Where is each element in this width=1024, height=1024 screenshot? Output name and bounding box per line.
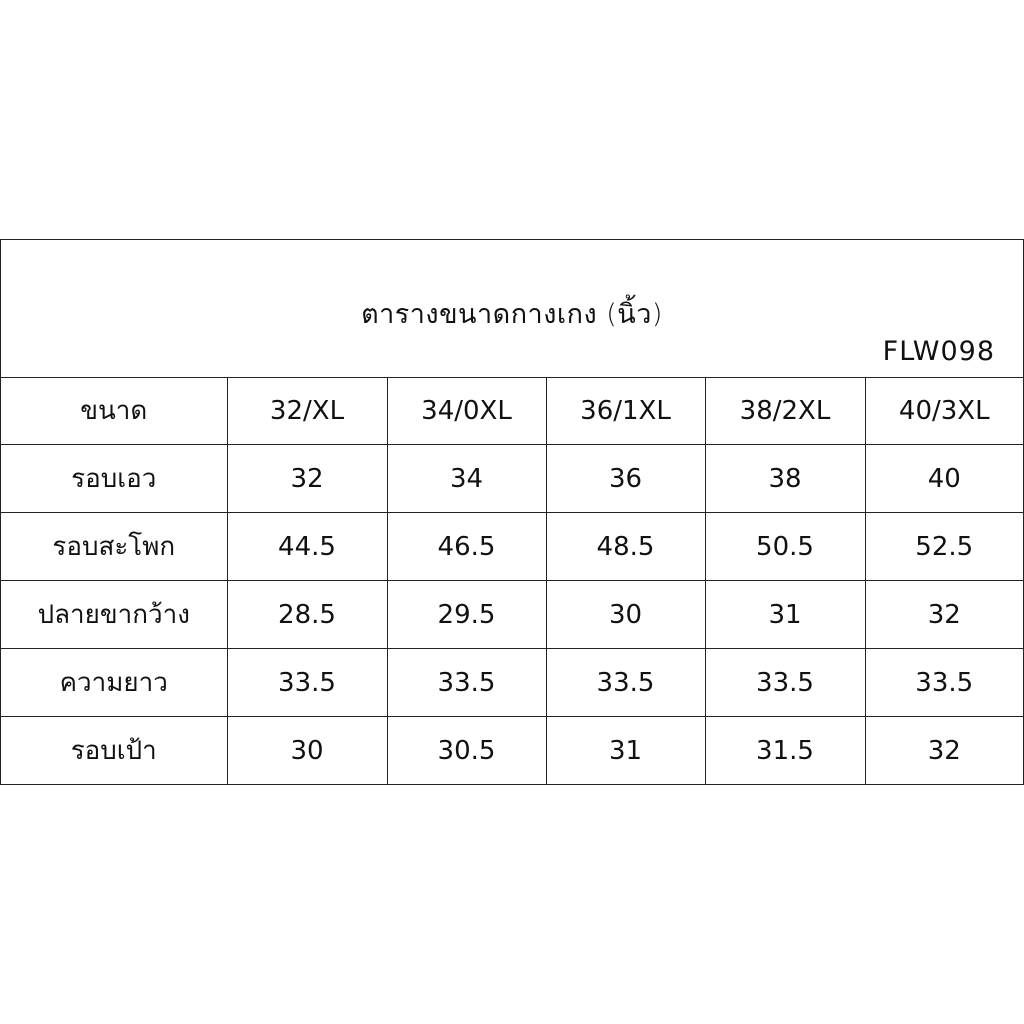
table-cell: 48.5 [546,513,705,581]
table-cell: 28.5 [227,581,387,649]
table-cell: 50.5 [705,513,865,581]
table-row [1,717,1023,785]
table-row [1,513,1023,581]
row-label: รอบเป้า [1,717,227,785]
row-label: รอบสะโพก [1,513,227,581]
table-row [1,445,1023,513]
size-header: 34/0XL [387,377,546,445]
header-row [1,377,1023,445]
table-cell: 33.5 [387,649,546,717]
product-code: FLW098 [882,336,995,367]
table-cell: 31 [546,717,705,785]
table-cell: 31.5 [705,717,865,785]
table-cell: 36 [546,445,705,513]
size-header: 38/2XL [705,377,865,445]
size-header: 36/1XL [546,377,705,445]
table-cell: 31 [705,581,865,649]
table-row [1,581,1023,649]
size-header: 32/XL [227,377,387,445]
row-label: ปลายขากว้าง [1,581,227,649]
table-cell: 46.5 [387,513,546,581]
table-cell: 30 [546,581,705,649]
table-cell: 32 [227,445,387,513]
table-cell: 33.5 [705,649,865,717]
table-cell: 33.5 [227,649,387,717]
table-row [1,649,1023,717]
table-cell: 33.5 [865,649,1023,717]
table-cell: 40 [865,445,1023,513]
chart-title: ตารางขนาดกางเกง (นิ้ว) [361,299,663,330]
title-block [1,240,1023,378]
table-cell: 34 [387,445,546,513]
size-table [1,377,1023,784]
row-label: ความยาว [1,649,227,717]
table-cell: 44.5 [227,513,387,581]
header-label: ขนาด [1,377,227,445]
table-cell: 52.5 [865,513,1023,581]
table-cell: 33.5 [546,649,705,717]
table-cell: 32 [927,735,961,766]
table-cell: 30.5 [387,717,546,785]
table-cell: 32 [865,581,1023,649]
size-chart [0,239,1024,785]
table-cell: 38 [705,445,865,513]
table-cell: 29.5 [387,581,546,649]
row-label: รอบเอว [1,445,227,513]
size-header: 40/3XL [865,377,1023,445]
table-cell: 30 [227,717,387,785]
